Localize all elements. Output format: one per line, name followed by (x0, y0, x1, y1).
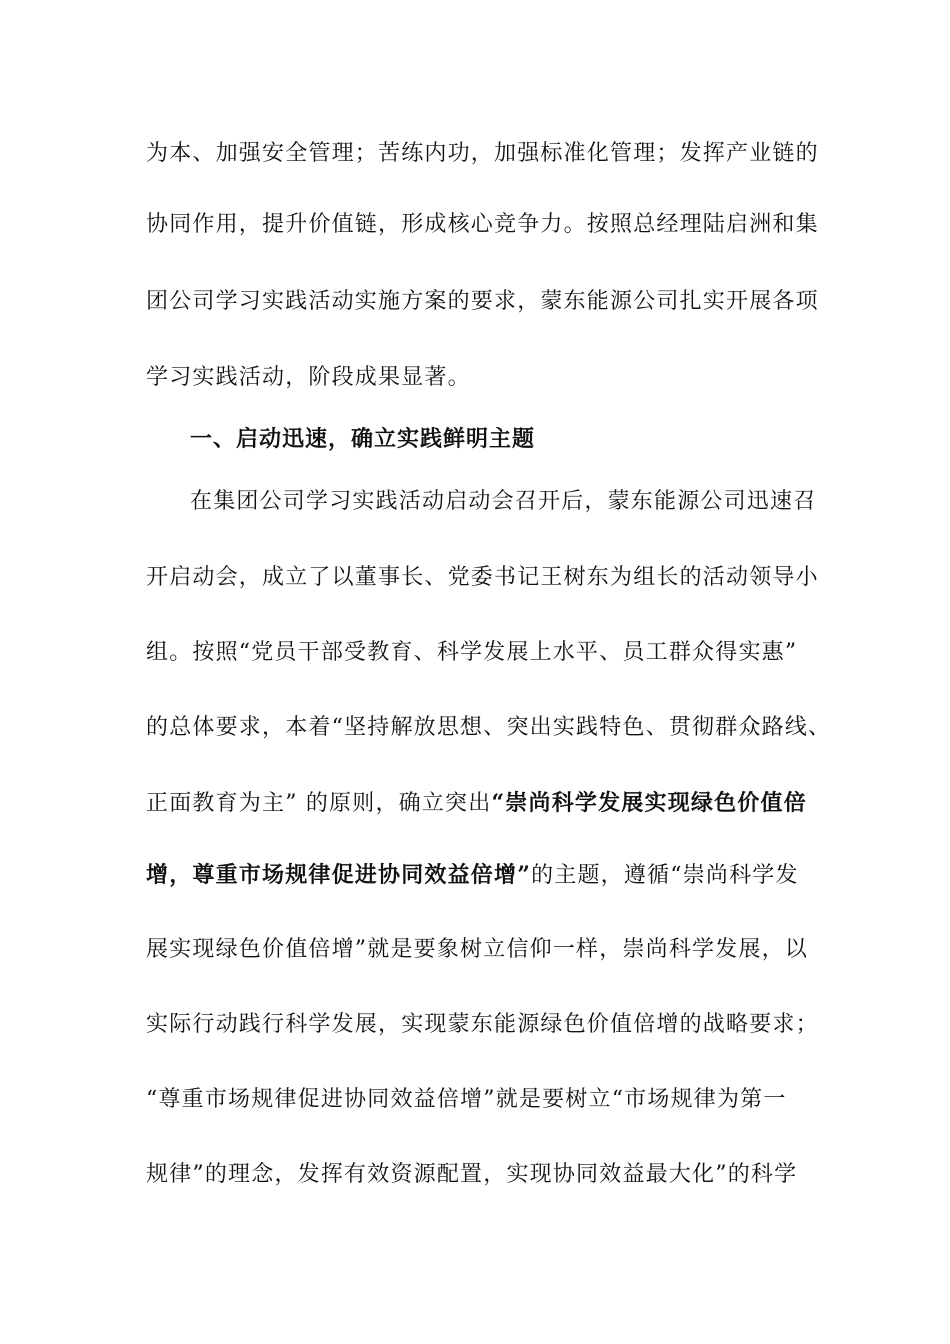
body-line: 为本、加强安全管理；苦练内功，加强标准化管理；发挥产业链的 (146, 141, 819, 166)
normal-text: 正面教育为主” 的原则，确立突出 (146, 791, 492, 816)
section-heading: 一、启动迅速，确立实践鲜明主题 (190, 426, 536, 452)
theme-bold-text: “崇尚科学发展实现绿色价值倍 (491, 790, 807, 816)
body-line: 规律”的理念，发挥有效资源配置，实现协同效益最大化”的科学 (146, 1162, 798, 1187)
body-line-mixed (146, 788, 826, 819)
body-line: 学习实践活动，阶段成果显著。 (146, 365, 471, 390)
normal-text: 的主题，遵循“崇尚科学发 (531, 863, 799, 888)
body-line: “尊重市场规律促进协同效益倍增”就是要树立“市场规律为第一 (146, 1087, 787, 1112)
paragraph-first-line: 在集团公司学习实践活动启动会召开后，蒙东能源公司迅速召 (190, 489, 817, 514)
theme-bold-text: 增，尊重市场规律促进协同效益倍增” (146, 862, 532, 888)
body-line: 展实现绿色价值倍增”就是要象树立信仰一样，崇尚科学发展，以 (146, 937, 809, 962)
body-line: 的总体要求，本着“坚持解放思想、突出实践特色、贯彻群众路线、 (146, 715, 832, 740)
body-line: 实际行动践行科学发展，实现蒙东能源绿色价值倍增的战略要求； (146, 1012, 819, 1037)
body-line: 开启动会，成立了以董事长、党委书记王树东为组长的活动领导小 (146, 565, 819, 590)
body-line: 协同作用，提升价值链，形成核心竞争力。按照总经理陆启洲和集 (146, 212, 819, 237)
body-line: 组。按照“党员干部受教育、科学发展上水平、员工群众得实惠” (146, 640, 798, 665)
body-line-mixed (146, 860, 826, 891)
body-line: 团公司学习实践活动实施方案的要求，蒙东能源公司扎实开展各项 (146, 289, 819, 314)
